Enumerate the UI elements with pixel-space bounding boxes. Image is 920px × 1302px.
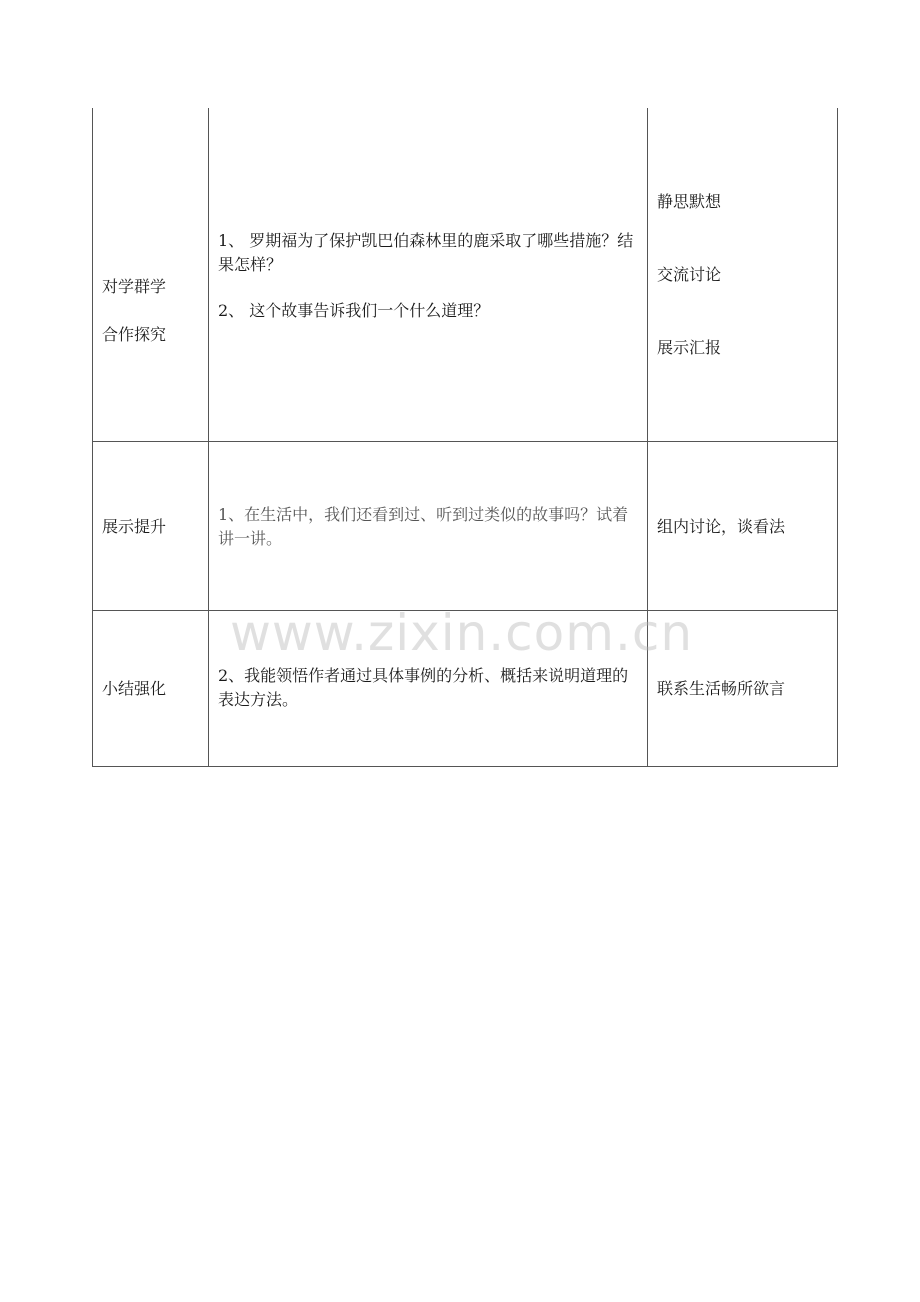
method-label: 展示汇报 (657, 338, 722, 357)
method-label: 联系生活畅所欲言 (657, 679, 786, 698)
stage-label: 小结强化 (102, 679, 167, 698)
table-border-bottom (92, 766, 838, 767)
table-border-right (837, 108, 838, 767)
row-divider-1 (92, 441, 838, 442)
stage-label: 合作探究 (102, 325, 167, 344)
table-divider-2 (647, 108, 648, 767)
question-text: 1、 罗期福为了保护凯巴伯森林里的鹿采取了哪些措施？结果怎样？ (218, 231, 634, 274)
question-text: 2、 这个故事告诉我们一个什么道理？ (218, 301, 490, 320)
watermark: www.zixin.com.cn (230, 604, 694, 662)
method-label: 组内讨论，谈看法 (657, 517, 786, 536)
stage-label: 对学群学 (102, 277, 167, 296)
table-border-left (92, 108, 93, 767)
stage-label: 展示提升 (102, 517, 167, 536)
method-label: 交流讨论 (657, 265, 722, 284)
table-divider-1 (208, 108, 209, 767)
question-text: 2、我能领悟作者通过具体事例的分析、概括来说明道理的表达方法。 (218, 666, 629, 709)
question-text: 1、在生活中，我们还看到过、听到过类似的故事吗？试着讲一讲。 (218, 505, 629, 548)
method-label: 静思默想 (657, 192, 722, 211)
